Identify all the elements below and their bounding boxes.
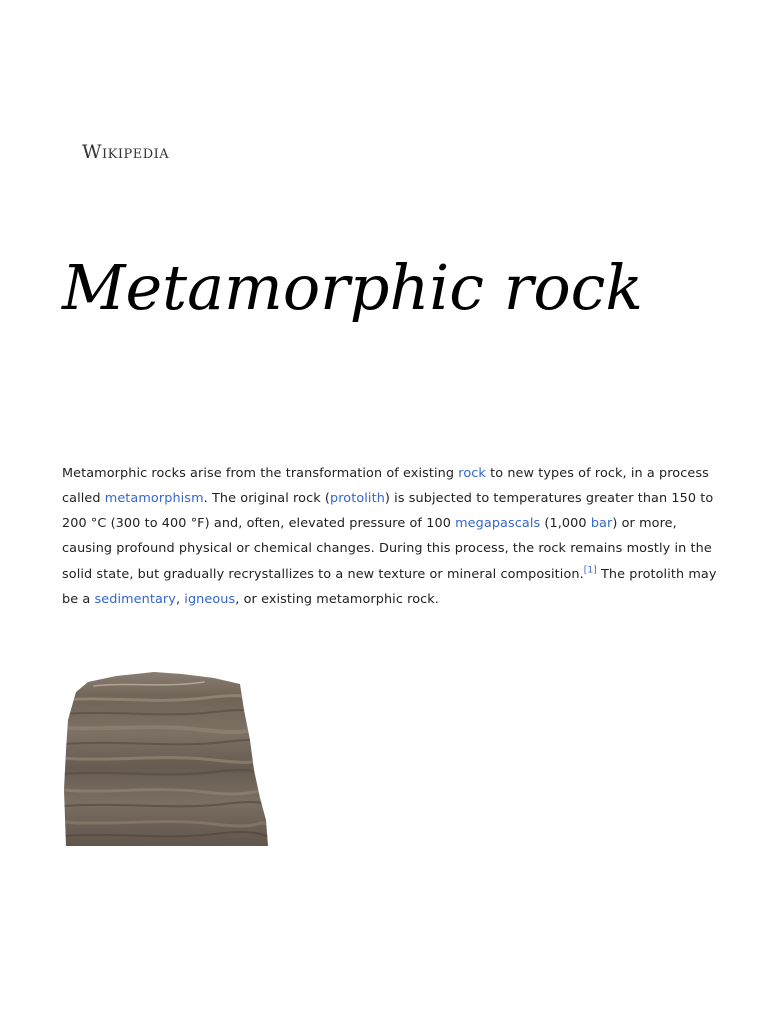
reference-link[interactable]: [1] bbox=[583, 565, 597, 576]
lead-text: (1,000 bbox=[540, 516, 591, 532]
lead-paragraph bbox=[62, 461, 722, 612]
page-title: Metamorphic rock bbox=[62, 251, 643, 324]
lead-text: to new types of rock, in a process called bbox=[62, 465, 709, 506]
lead-text: Metamorphic rocks arise from the transformation of existing bbox=[62, 465, 459, 481]
lead-text: ) or more, causing profound physical or chemical changes. During this process, the rock remains mostly in the solid state, but gradually recrystallizes to a new texture or mineral composition. bbox=[62, 516, 712, 582]
lead-text: The protolith may be a bbox=[62, 566, 717, 607]
link-igneous[interactable]: igneous bbox=[184, 591, 236, 607]
lead-text: , bbox=[175, 591, 185, 607]
lead-text: ) is subjected to temperatures greater than 150 to 200 °C (300 to 400 °F) and, often, elevated pressure of 100 bbox=[62, 491, 714, 532]
link-sedimentary[interactable]: sedimentary bbox=[94, 591, 176, 607]
lead-text: . The original rock ( bbox=[203, 491, 330, 506]
link-bar[interactable]: bar bbox=[590, 516, 613, 532]
wikipedia-wordmark[interactable]: Wikipedia bbox=[82, 141, 170, 163]
link-megapascals[interactable]: megapascals bbox=[455, 516, 541, 532]
link-rock[interactable]: rock bbox=[458, 465, 486, 481]
link-metamorphism[interactable]: metamorphism bbox=[104, 491, 204, 506]
link-protolith[interactable]: protolith bbox=[329, 491, 385, 506]
lead-text: , or existing metamorphic rock. bbox=[235, 591, 439, 607]
rock-specimen-image[interactable] bbox=[64, 670, 268, 846]
